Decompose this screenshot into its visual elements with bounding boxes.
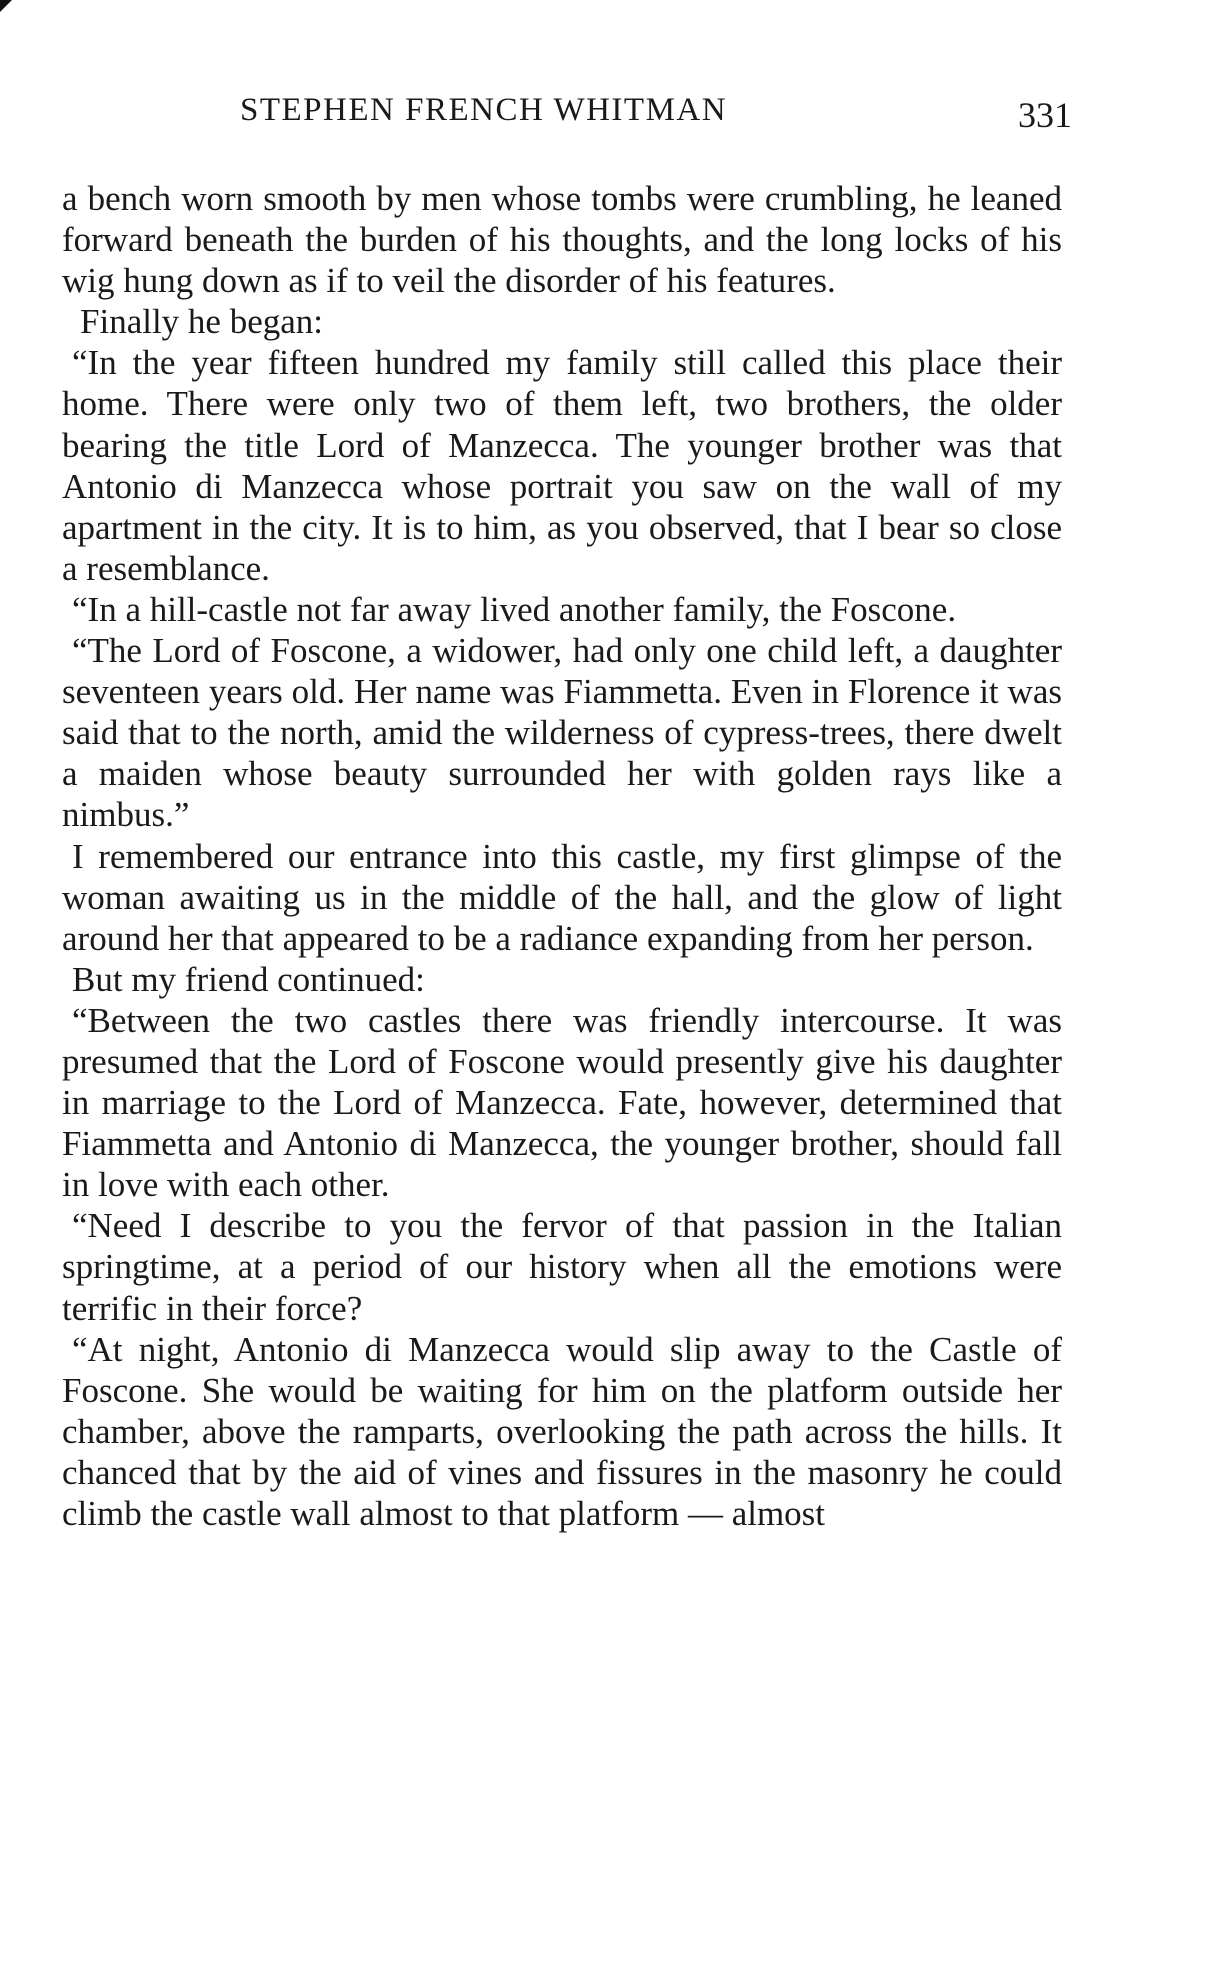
- paragraph: “In the year fifteen hundred my family still called this place their home. There were only two of them left, two brothers, the older bearing the title Lord of Manzecca. The younger brother was that Antonio di Manzecca whose portrait you saw on the wall of my apartment in the city. It is to him, as you observed, that I bear so close a resemblance.: [62, 343, 1062, 588]
- paragraph: Finally he began:: [80, 302, 324, 342]
- paragraph: “At night, Antonio di Manzecca would slip away to the Castle of Foscone. She would be waiting for him on the platform outside her chamber, above the ramparts, overlooking the path across the hills. It chanced that by the aid of vines and fissures in the masonry he could climb the castle wall almost to that platform — almost: [62, 1329, 1062, 1533]
- running-head: STEPHEN FRENCH WHITMAN: [240, 92, 728, 128]
- paragraph: “In a hill-castle not far away lived another family, the Foscone.: [72, 589, 957, 629]
- body-text: [62, 178, 1062, 1534]
- paragraph: I remembered our entrance into this castle, my first glimpse of the woman awaiting us in the middle of the hall, and the glow of light around her that appeared to be a radiance expanding from her person.: [62, 836, 1062, 958]
- paragraph: “The Lord of Foscone, a widower, had only one child left, a daughter seventeen years old. Her name was Fiammetta. Even in Florence it was said that to the north, amid the wilderness of cypress-trees, there dwelt a maiden whose beauty surrounded her with golden rays like a nimbus.”: [62, 631, 1062, 835]
- page-number: 331: [1018, 95, 1072, 135]
- paragraph: But my friend continued:: [72, 959, 425, 999]
- paragraph: “Between the two castles there was friendly intercourse. It was presumed that the Lord of Foscone would presently give his daughter in marriage to the Lord of Manzecca. Fate, however, determined that Fiammetta and Antonio di Manzecca, the younger brother, should fall in love with each other.: [62, 1000, 1062, 1205]
- paragraph-continuation: a bench worn smooth by men whose tombs were crumbling, he leaned forward beneath the burden of his thoughts, and the long locks of his wig hung down as if to veil the disorder of his features.: [62, 179, 1062, 301]
- paragraph: “Need I describe to you the fervor of that passion in the Italian springtime, at a period of our history when all the emotions were terrific in their force?: [62, 1206, 1062, 1328]
